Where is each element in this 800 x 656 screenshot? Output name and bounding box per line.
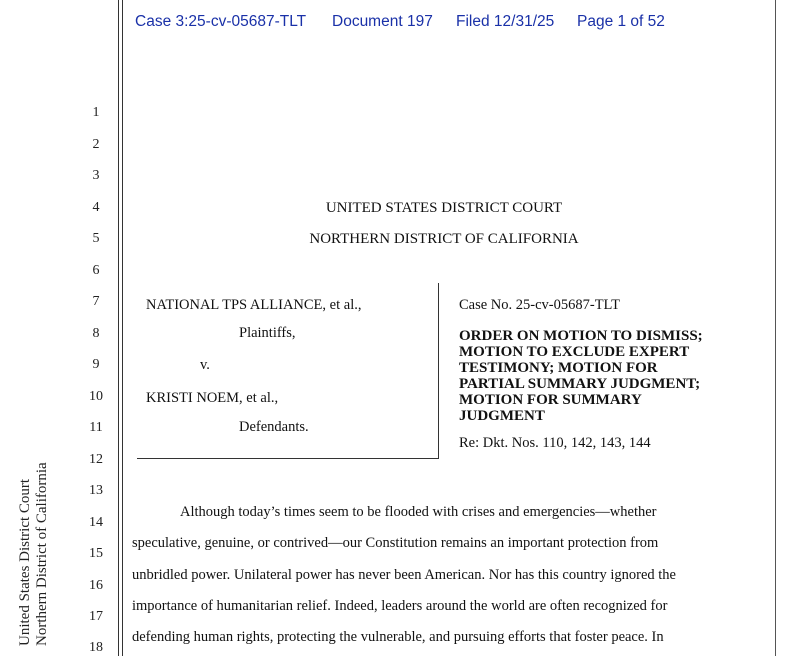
order-title-line: PARTIAL SUMMARY JUDGMENT;	[459, 376, 701, 392]
case-number: Case No. 25-cv-05687-TLT	[459, 297, 620, 313]
defendant-name: KRISTI NOEM, et al.,	[146, 390, 279, 406]
line-number: 5	[92, 231, 100, 246]
header-document-number: Document 197	[332, 13, 433, 30]
line-number: 1	[92, 105, 100, 120]
body-line: unbridled power. Unilateral power has never been American. Nor has this country ignored the	[132, 567, 676, 583]
margin-rule-left	[118, 0, 119, 656]
ecf-header	[135, 13, 665, 31]
body-line: defending human rights, protecting the vulnerable, and pursuing efforts that foster peace. In	[132, 629, 664, 645]
body-line: Although today’s times seem to be flooded with crises and emergencies—whether	[180, 504, 657, 520]
plaintiff-role: Plaintiffs,	[239, 325, 296, 341]
line-number: 4	[92, 200, 100, 215]
header-filed-date: Filed 12/31/25	[456, 13, 555, 30]
line-number: 18	[89, 640, 103, 655]
side-label-court: United States District Court	[17, 478, 33, 646]
docket-reference: Re: Dkt. Nos. 110, 142, 143, 144	[459, 435, 651, 451]
margin-rule-left-inner	[122, 0, 123, 656]
line-number: 9	[92, 357, 100, 372]
court-name: UNITED STATES DISTRICT COURT	[325, 200, 563, 216]
court-district: NORTHERN DISTRICT OF CALIFORNIA	[309, 231, 579, 247]
plaintiff-name: NATIONAL TPS ALLIANCE, et al.,	[146, 297, 362, 313]
line-number: 16	[89, 578, 103, 593]
line-number: 10	[89, 389, 103, 404]
line-number: 13	[89, 483, 103, 498]
header-page-count: Page 1 of 52	[577, 13, 665, 30]
side-label-district: Northern District of California	[34, 462, 50, 646]
order-title-line: JUDGMENT	[459, 408, 545, 424]
line-number: 7	[92, 294, 100, 309]
line-number: 12	[89, 452, 103, 467]
line-number: 2	[92, 137, 100, 152]
order-title-line: MOTION TO EXCLUDE EXPERT	[459, 344, 690, 360]
caption-divider-vertical	[438, 283, 439, 458]
margin-rule-right	[775, 0, 776, 656]
body-line: importance of humanitarian relief. Indeed, leaders around the world are often recognized for	[132, 598, 668, 614]
order-title-line: ORDER ON MOTION TO DISMISS;	[459, 328, 703, 344]
order-title	[459, 328, 759, 424]
line-number: 6	[92, 263, 100, 278]
versus-label: v.	[200, 357, 210, 373]
defendant-role: Defendants.	[239, 419, 309, 435]
line-number: 8	[92, 326, 100, 341]
line-number: 17	[89, 609, 103, 624]
line-number: 15	[89, 546, 103, 561]
line-number: 11	[89, 420, 103, 435]
body-line: speculative, genuine, or contrived—our Constitution remains an important protection from	[132, 535, 659, 551]
caption-divider-horizontal	[137, 458, 439, 459]
order-title-line: MOTION FOR SUMMARY	[459, 392, 642, 408]
header-case-number: Case 3:25-cv-05687-TLT	[135, 13, 307, 30]
order-title-line: TESTIMONY; MOTION FOR	[459, 360, 658, 376]
line-number: 14	[89, 515, 103, 530]
line-number: 3	[92, 168, 100, 183]
